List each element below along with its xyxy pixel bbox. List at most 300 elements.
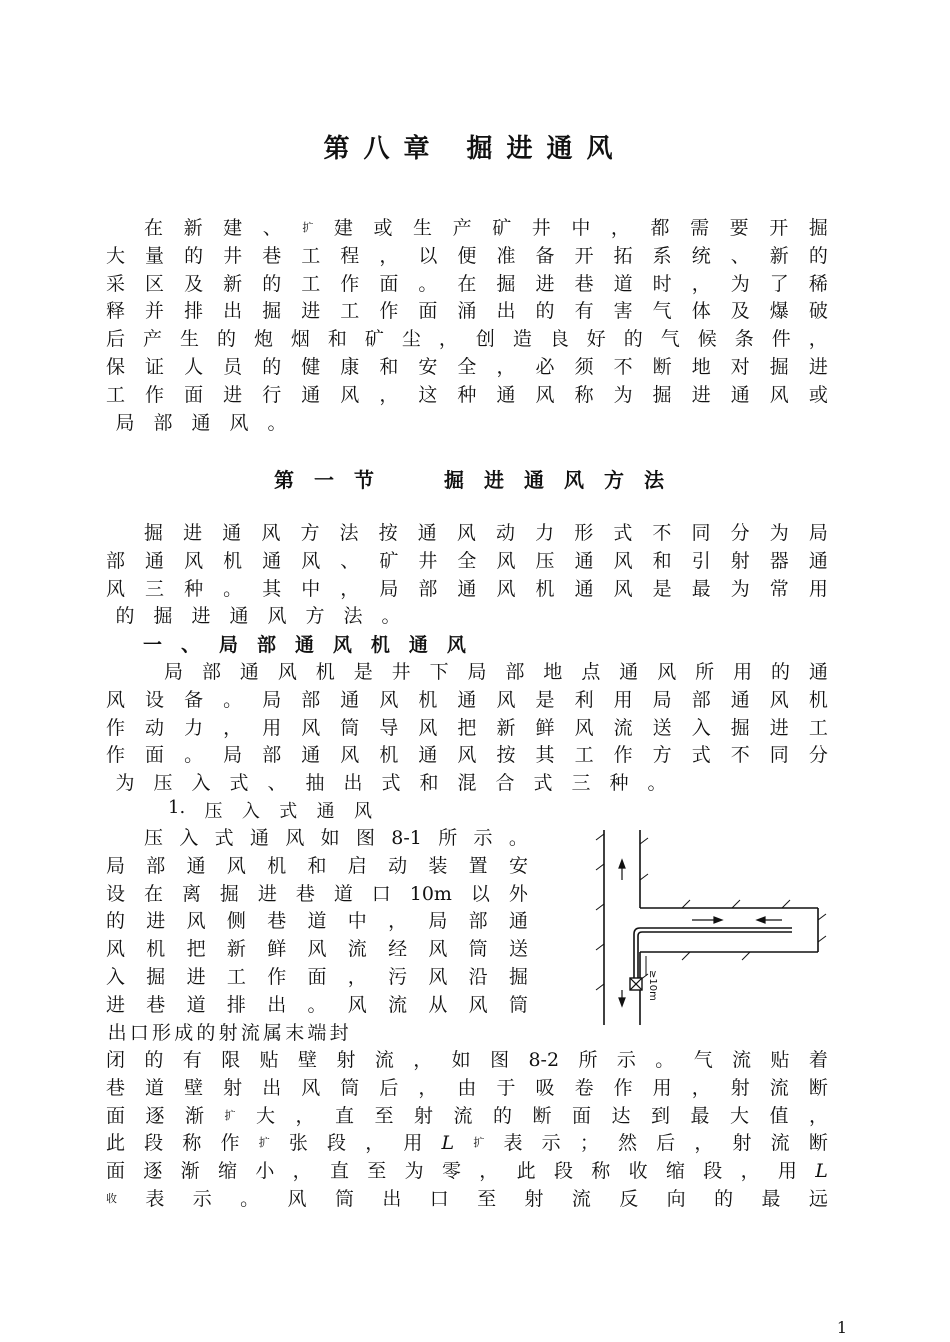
text-char: 进 — [191, 605, 211, 628]
text-char: 的 — [623, 328, 643, 351]
text-char: 式 — [229, 772, 249, 795]
text-char: 此 — [516, 1160, 536, 1183]
heading-char: 通 — [294, 634, 314, 656]
text-char: 反 — [619, 1188, 639, 1210]
text-char: L — [441, 1132, 455, 1155]
text-char: 风 — [186, 910, 206, 933]
text-char: 法 — [343, 605, 363, 628]
text-char: 所 — [695, 661, 715, 683]
text-char: 式 — [691, 744, 711, 767]
text-char: 最 — [761, 1188, 781, 1210]
text-char: 风 — [657, 661, 677, 683]
text-char: 方 — [305, 605, 325, 628]
text-char: 为 — [730, 272, 750, 295]
text-char: 矿 — [492, 217, 512, 239]
heading-char: 式 — [279, 801, 298, 822]
text-char: 准 — [496, 244, 516, 267]
subsection-heading — [143, 630, 466, 658]
text-char: 矿 — [379, 549, 399, 572]
text-char: 风 — [468, 993, 488, 1016]
text-char: 掘 — [730, 716, 750, 739]
text-char: 全 — [457, 356, 477, 378]
text-char: 备 — [184, 688, 204, 711]
text-char: 引 — [691, 549, 711, 572]
text-char: 流 — [347, 938, 367, 961]
text-char: 进 — [183, 522, 203, 544]
text-char: 的 — [144, 1049, 164, 1071]
text-char: 作 — [379, 300, 399, 323]
text-char: 按 — [496, 744, 516, 767]
text-char: 风 — [307, 938, 327, 961]
text-char: 流 — [388, 993, 408, 1016]
section-heading — [274, 464, 664, 494]
text-line — [106, 852, 528, 880]
text-line — [106, 769, 828, 797]
text-char: 这 — [418, 383, 438, 406]
text-char: 作 — [106, 716, 126, 739]
text-char: 机 — [379, 744, 399, 767]
text-char: 种 — [457, 383, 477, 406]
text-char: 同 — [691, 522, 711, 544]
text-char: 直 — [334, 1104, 354, 1127]
text-char: 利 — [574, 688, 594, 711]
text-char: 掘 — [153, 605, 173, 628]
text-char: 混 — [457, 772, 477, 795]
text-char: 成 — [174, 1021, 194, 1044]
text-char: 系 — [652, 244, 672, 267]
subsubsection-heading — [168, 797, 372, 825]
text-char: 新 — [223, 272, 243, 295]
text-char: 通 — [417, 522, 437, 544]
text-char: 通 — [301, 383, 321, 406]
text-char: ， — [340, 577, 360, 600]
text-char: 通 — [340, 688, 360, 711]
text-char: 部 — [262, 744, 282, 767]
text-char: 工 — [301, 272, 321, 295]
text-char: 通 — [301, 744, 321, 767]
text-char: 扩 — [473, 1136, 485, 1150]
text-char: 风 — [226, 854, 246, 877]
text-char: 健 — [301, 356, 321, 378]
text-char: 地 — [543, 661, 563, 683]
arrowhead-shaft-down — [619, 998, 625, 1006]
text-char: 和 — [379, 356, 399, 378]
text-line — [106, 297, 828, 325]
text-char: 良 — [549, 328, 569, 351]
text-char: 通 — [145, 549, 165, 572]
text-line — [144, 214, 828, 242]
text-char: 中 — [301, 577, 321, 600]
text-char: 流 — [613, 716, 633, 739]
heading-char: 通 — [408, 634, 428, 656]
text-char: 风 — [184, 549, 204, 572]
text-line — [106, 602, 828, 630]
text-char: 风 — [287, 1188, 307, 1210]
text-char: 巷 — [106, 1076, 126, 1099]
text-char: 备 — [535, 244, 555, 267]
text-char: 通 — [457, 688, 477, 711]
text-char: 条 — [734, 328, 754, 351]
text-char: 面 — [184, 383, 204, 406]
text-char: 表 — [503, 1132, 523, 1155]
text-char: 全 — [457, 549, 477, 572]
text-char: 风 — [267, 605, 287, 628]
text-char: 流 — [571, 1188, 591, 1210]
text-char: 断 — [808, 1076, 828, 1099]
text-char: 、 — [262, 217, 282, 239]
text-char: 以 — [418, 244, 438, 267]
text-char: 抽 — [305, 772, 325, 795]
text-char: 方 — [652, 744, 672, 767]
text-char: 和 — [307, 854, 327, 877]
text-char: 然 — [617, 1132, 637, 1155]
text-char: ， — [365, 1132, 385, 1155]
text-char: 至 — [367, 1160, 387, 1183]
text-char: 道 — [613, 272, 633, 295]
text-char: ， — [479, 1160, 499, 1183]
text-line — [106, 575, 828, 603]
text-char: 同 — [769, 744, 789, 767]
text-char: 式 — [533, 772, 553, 795]
text-line — [106, 880, 528, 908]
text-char: 筒 — [334, 1188, 354, 1210]
text-char: 部 — [691, 688, 711, 711]
text-char: 巷 — [267, 910, 287, 933]
text-line — [106, 741, 828, 769]
heading-char: 压 — [204, 801, 223, 822]
text-char: 的 — [808, 244, 828, 267]
text-char: 图 — [490, 1049, 510, 1071]
text-line — [144, 824, 528, 852]
text-char: 对 — [730, 356, 750, 378]
text-char: 矿 — [364, 328, 384, 351]
text-char: 通 — [186, 854, 206, 877]
text-char: 进 — [691, 383, 711, 406]
text-char: 。 — [647, 772, 667, 795]
text-char: 掘 — [496, 272, 516, 295]
text-char: 限 — [221, 1049, 241, 1071]
text-char: 压 — [153, 772, 173, 795]
text-char: 的 — [184, 244, 204, 267]
heading-char: 1. — [168, 797, 186, 818]
text-char: 动 — [495, 522, 515, 544]
text-char: 需 — [690, 217, 710, 239]
text-char: 机 — [267, 854, 287, 877]
text-char: 进 — [146, 910, 166, 933]
text-char: 风 — [379, 688, 399, 711]
text-char: 分 — [730, 522, 750, 544]
text-char: 向 — [666, 1188, 686, 1210]
text-char: 渐 — [180, 1160, 200, 1183]
text-char: ， — [808, 328, 828, 351]
text-char: 出 — [382, 1188, 402, 1210]
text-char: 射 — [218, 1021, 238, 1044]
text-line — [106, 547, 828, 575]
text-char: 并 — [145, 300, 165, 323]
text-char: 用 — [403, 1132, 423, 1155]
text-char: 局 — [106, 854, 126, 877]
text-char: 属 — [263, 1021, 283, 1044]
text-char: 风 — [106, 577, 126, 600]
text-char: 和 — [327, 328, 347, 351]
text-char: 风 — [428, 938, 448, 961]
text-char: 形 — [574, 522, 594, 544]
text-char: 面 — [307, 966, 327, 988]
text-char: 不 — [613, 356, 633, 378]
text-char: 新 — [769, 244, 789, 267]
text-char: 作 — [267, 966, 287, 988]
text-char: 段 — [703, 1160, 723, 1183]
text-char: 了 — [769, 272, 789, 295]
text-char: 统 — [691, 244, 711, 267]
text-char: 最 — [691, 577, 711, 600]
text-char: 分 — [808, 744, 828, 767]
text-char: 出 — [262, 1076, 282, 1099]
text-char: 壁 — [298, 1049, 318, 1071]
text-char: 风 — [428, 966, 448, 988]
text-char: 远 — [808, 1188, 828, 1210]
text-char: 如 — [320, 827, 340, 849]
text-char: 作 — [220, 1132, 240, 1155]
heading-char: 通 — [316, 801, 335, 822]
text-char: 筒 — [468, 938, 488, 961]
text-char: ， — [295, 1104, 315, 1127]
text-char: 是 — [652, 577, 672, 600]
text-char: 风 — [613, 549, 633, 572]
text-char: 局 — [164, 661, 184, 683]
text-char: 风 — [106, 688, 126, 711]
text-char: 段 — [327, 1132, 347, 1155]
text-char: 机 — [808, 688, 828, 711]
text-char: 法 — [339, 522, 359, 544]
text-char: 。 — [267, 411, 287, 434]
text-char: 巷 — [295, 882, 315, 905]
text-char: 为 — [404, 1160, 424, 1183]
text-char: 所 — [578, 1049, 598, 1071]
text-char: 建 — [333, 217, 353, 239]
text-char: 式 — [214, 827, 234, 849]
text-char: 通 — [239, 661, 259, 683]
text-char: 力 — [184, 716, 204, 739]
text-char: 不 — [730, 744, 750, 767]
text-char: ， — [496, 356, 516, 378]
text-char: 是 — [353, 661, 373, 683]
text-char: 风 — [301, 549, 321, 572]
text-char: 局 — [467, 661, 487, 683]
text-char: 的 — [216, 328, 236, 351]
text-char: 式 — [613, 522, 633, 544]
text-char: 通 — [249, 827, 269, 849]
text-char: 到 — [650, 1104, 670, 1127]
text-char: 进 — [301, 300, 321, 323]
text-char: 风 — [301, 716, 321, 739]
text-line — [106, 242, 828, 270]
text-char: 部 — [301, 688, 321, 711]
text-char: 器 — [769, 549, 789, 572]
text-line — [106, 1102, 828, 1130]
text-char: ， — [388, 910, 408, 933]
text-char: 风 — [457, 744, 477, 767]
text-char: 部 — [468, 910, 488, 933]
text-char: 压 — [144, 827, 164, 849]
text-char: 、 — [267, 772, 287, 795]
text-char: 经 — [388, 938, 408, 961]
distance-label: ≥10m — [647, 970, 658, 1001]
text-char: 有 — [182, 1049, 202, 1071]
text-char: 及 — [184, 272, 204, 295]
text-char: 或 — [373, 217, 393, 239]
text-line — [106, 907, 528, 935]
text-char: 尘 — [401, 328, 421, 351]
text-char: 值 — [769, 1104, 789, 1127]
text-char: 不 — [652, 522, 672, 544]
text-char: 和 — [419, 772, 439, 795]
text-char: 部 — [106, 549, 126, 572]
text-char: 表 — [145, 1188, 165, 1210]
text-char: 炮 — [253, 328, 273, 351]
heading-char: 风 — [446, 634, 466, 656]
text-char: 气 — [693, 1049, 713, 1071]
text-char: 掘 — [219, 882, 239, 905]
text-char: ， — [418, 1076, 438, 1099]
text-char: 射 — [524, 1188, 544, 1210]
text-char: 部 — [146, 854, 166, 877]
text-line — [106, 991, 528, 1019]
text-char: 离 — [181, 882, 201, 905]
text-char: 局 — [808, 522, 828, 544]
text-char: 风 — [261, 522, 281, 544]
text-char: 射 — [730, 549, 750, 572]
text-char: 三 — [145, 577, 165, 600]
text-char: 用 — [777, 1160, 797, 1183]
text-line — [106, 686, 828, 714]
text-char: 断 — [808, 1132, 828, 1155]
heading-char: 一 — [314, 468, 334, 492]
text-char: 通 — [730, 688, 750, 711]
text-char: 好 — [586, 328, 606, 351]
text-char: 工 — [340, 300, 360, 323]
text-char: 三 — [571, 772, 591, 795]
text-char: 机 — [315, 661, 335, 683]
text-char: 产 — [142, 328, 162, 351]
text-char: 出 — [223, 300, 243, 323]
heading-char: 进 — [484, 468, 504, 492]
text-char: ， — [292, 1160, 312, 1183]
text-line — [106, 1019, 528, 1047]
text-char: 的 — [771, 661, 791, 683]
text-char: 部 — [505, 661, 525, 683]
text-char: 进 — [257, 882, 277, 905]
arrowhead-shaft-up — [619, 860, 625, 868]
text-char: 或 — [808, 383, 828, 406]
text-char: 送 — [652, 716, 672, 739]
text-char: 道 — [307, 910, 327, 933]
text-char: 的 — [262, 272, 282, 295]
text-char: 形 — [152, 1021, 172, 1044]
text-char: 用 — [613, 688, 633, 711]
text-char: 局 — [428, 910, 448, 933]
text-line — [106, 935, 528, 963]
heading-char: 通 — [524, 468, 544, 492]
text-char: 面 — [571, 1104, 591, 1127]
text-char: 力 — [535, 522, 555, 544]
text-char: 风 — [277, 661, 297, 683]
text-char: 。 — [307, 993, 327, 1016]
text-char: 掘 — [144, 522, 164, 544]
text-char: 10m — [409, 882, 452, 905]
text-char: 张 — [288, 1132, 308, 1155]
text-char: 渐 — [185, 1104, 205, 1127]
text-char: 收 — [628, 1160, 648, 1183]
text-char: 卷 — [574, 1076, 594, 1099]
text-char: 须 — [574, 356, 594, 378]
text-char: 示 — [192, 1188, 212, 1210]
text-char: 风 — [535, 383, 555, 406]
text-char: 启 — [347, 854, 367, 877]
text-char: 段 — [553, 1160, 573, 1183]
text-char: 入 — [191, 772, 211, 795]
text-char: 方 — [300, 522, 320, 544]
text-char: 进 — [769, 716, 789, 739]
text-char: 创 — [475, 328, 495, 351]
text-char: 用 — [652, 1076, 672, 1099]
text-char: 通 — [808, 661, 828, 683]
text-char: 置 — [468, 854, 488, 877]
text-char: 由 — [457, 1076, 477, 1099]
text-char: 出 — [267, 993, 287, 1016]
text-char: 机 — [535, 577, 555, 600]
heading-char: 一 — [143, 634, 163, 656]
text-char: 的 — [714, 1188, 734, 1210]
text-char: 为 — [730, 577, 750, 600]
text-char: 、 — [730, 244, 750, 267]
text-char: 员 — [223, 356, 243, 378]
text-char: 的 — [196, 1021, 216, 1044]
text-char: 大 — [106, 244, 126, 267]
text-char: 风 — [106, 938, 126, 961]
text-char: 小 — [255, 1160, 275, 1183]
text-char: 称 — [182, 1132, 202, 1155]
text-char: 把 — [457, 716, 477, 739]
text-line — [106, 963, 528, 991]
text-char: 掘 — [769, 356, 789, 378]
page-number: 1 — [836, 1318, 847, 1337]
text-char: 种 — [609, 772, 629, 795]
text-line — [106, 1129, 828, 1157]
text-char: 为 — [613, 383, 633, 406]
text-char: 风 — [340, 744, 360, 767]
text-char: 是 — [535, 688, 555, 711]
text-char: 工 — [808, 716, 828, 739]
text-char: 着 — [808, 1049, 828, 1071]
text-char: 部 — [418, 577, 438, 600]
text-char: 进 — [535, 272, 555, 295]
text-char: ， — [691, 272, 711, 295]
text-char: 在 — [143, 882, 163, 905]
text-char: 新 — [183, 217, 203, 239]
text-char: 行 — [262, 383, 282, 406]
text-char: 动 — [145, 716, 165, 739]
text-char: 至 — [477, 1188, 497, 1210]
text-char: 新 — [226, 938, 246, 961]
text-char: 8-2 — [528, 1049, 560, 1071]
text-char: L — [815, 1160, 828, 1183]
text-char: 工 — [301, 244, 321, 267]
text-char: 风 — [769, 383, 789, 406]
text-char: 其 — [535, 744, 555, 767]
text-char: 局 — [379, 577, 399, 600]
text-char: 作 — [613, 1076, 633, 1099]
